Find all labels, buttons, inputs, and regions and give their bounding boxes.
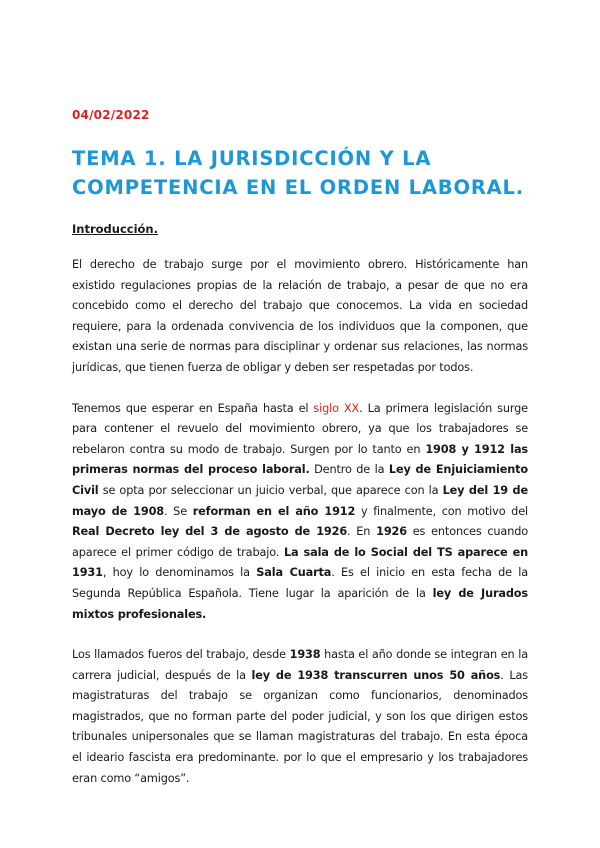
- text-span: . La primera legislación surge para contener el revuelo del movimiento obrero, ya que los trabajadores se rebelaron contra su modo de trabajo. Surgen por lo tanto en: [72, 401, 528, 456]
- bold-text: 1926: [376, 525, 407, 539]
- text-span: , hoy lo denominamos la: [102, 566, 257, 580]
- text-span: . En: [347, 525, 377, 539]
- bold-text: Ley de Enjuiciamiento Civil: [72, 463, 529, 497]
- paragraph-3: [72, 645, 528, 789]
- document-page: [72, 108, 528, 809]
- text-span: hasta el año donde se integran en la carrera judicial, después de la: [72, 648, 528, 682]
- text-span: . Es el inicio en esta fecha de la Segunda República Española. Tiene lugar la aparición de la: [72, 566, 528, 600]
- text-span: se opta por seleccionar un juicio verbal, que aparece con la: [98, 483, 443, 497]
- page-title: TEMA 1. LA JURISDICCIÓN Y LA COMPETENCIA EN EL ORDEN LABORAL.: [72, 147, 524, 199]
- text-span: Tenemos que esperar en España hasta el: [72, 401, 314, 415]
- text-span: . Se: [164, 504, 193, 518]
- bold-text: Real Decreto ley del 3 de agosto de 1926: [72, 525, 348, 539]
- bold-text: 1908 y 1912 las primeras normas del proceso laboral.: [72, 442, 528, 477]
- paragraph-1: El derecho de trabajo surge por el movimiento obrero. Históricamente han existido regulaciones propias de la relación de trabajo, a pesar de que no era concebido como el derecho del trabajo que conocemos. La vida en sociedad requiere, para la ordenada convivencia de los individuos que la componen, que existan una serie de normas para disciplinar y ordenar sus relaciones, las normas jurídicas, que tienen fuerza de obligar y deben ser respetadas por todos.: [72, 258, 528, 374]
- bold-text: reforman en el año 1912: [192, 504, 356, 518]
- document-date: 04/02/2022: [72, 108, 150, 122]
- bold-text: La sala de lo Social del TS aparece en 1931: [72, 545, 528, 580]
- bold-text: ley de Jurados mixtos profesionales.: [72, 586, 528, 621]
- text-span: es entonces cuando aparece el primer código de trabajo.: [72, 525, 529, 559]
- text-span: . Las magistraturas del trabajo se organizan como funcionarios, denominados magistrados, que no forman parte del poder judicial, y son los que dirigen estos tribunales unipersonales que se llaman magistraturas del trabajo. En esta época el ideario fascista era predominante. por lo que el empresario y los trabajadores eran como “amigos”.: [72, 668, 528, 785]
- bold-text: Ley del 19 de mayo de 1908: [72, 483, 528, 518]
- bold-text: 1938: [289, 648, 321, 662]
- text-span: y finalmente, con motivo del: [355, 504, 528, 518]
- bold-text: ley de 1938 transcurren unos 50 años: [251, 668, 501, 682]
- highlight-text: siglo XX: [313, 401, 360, 415]
- paragraph-2: [72, 399, 528, 626]
- text-span: Los llamados fueros del trabajo, desde: [72, 648, 290, 662]
- bold-text: Sala Cuarta: [256, 566, 332, 580]
- section-heading: Introducción.: [72, 222, 158, 236]
- text-span: Dentro de la: [309, 463, 389, 477]
